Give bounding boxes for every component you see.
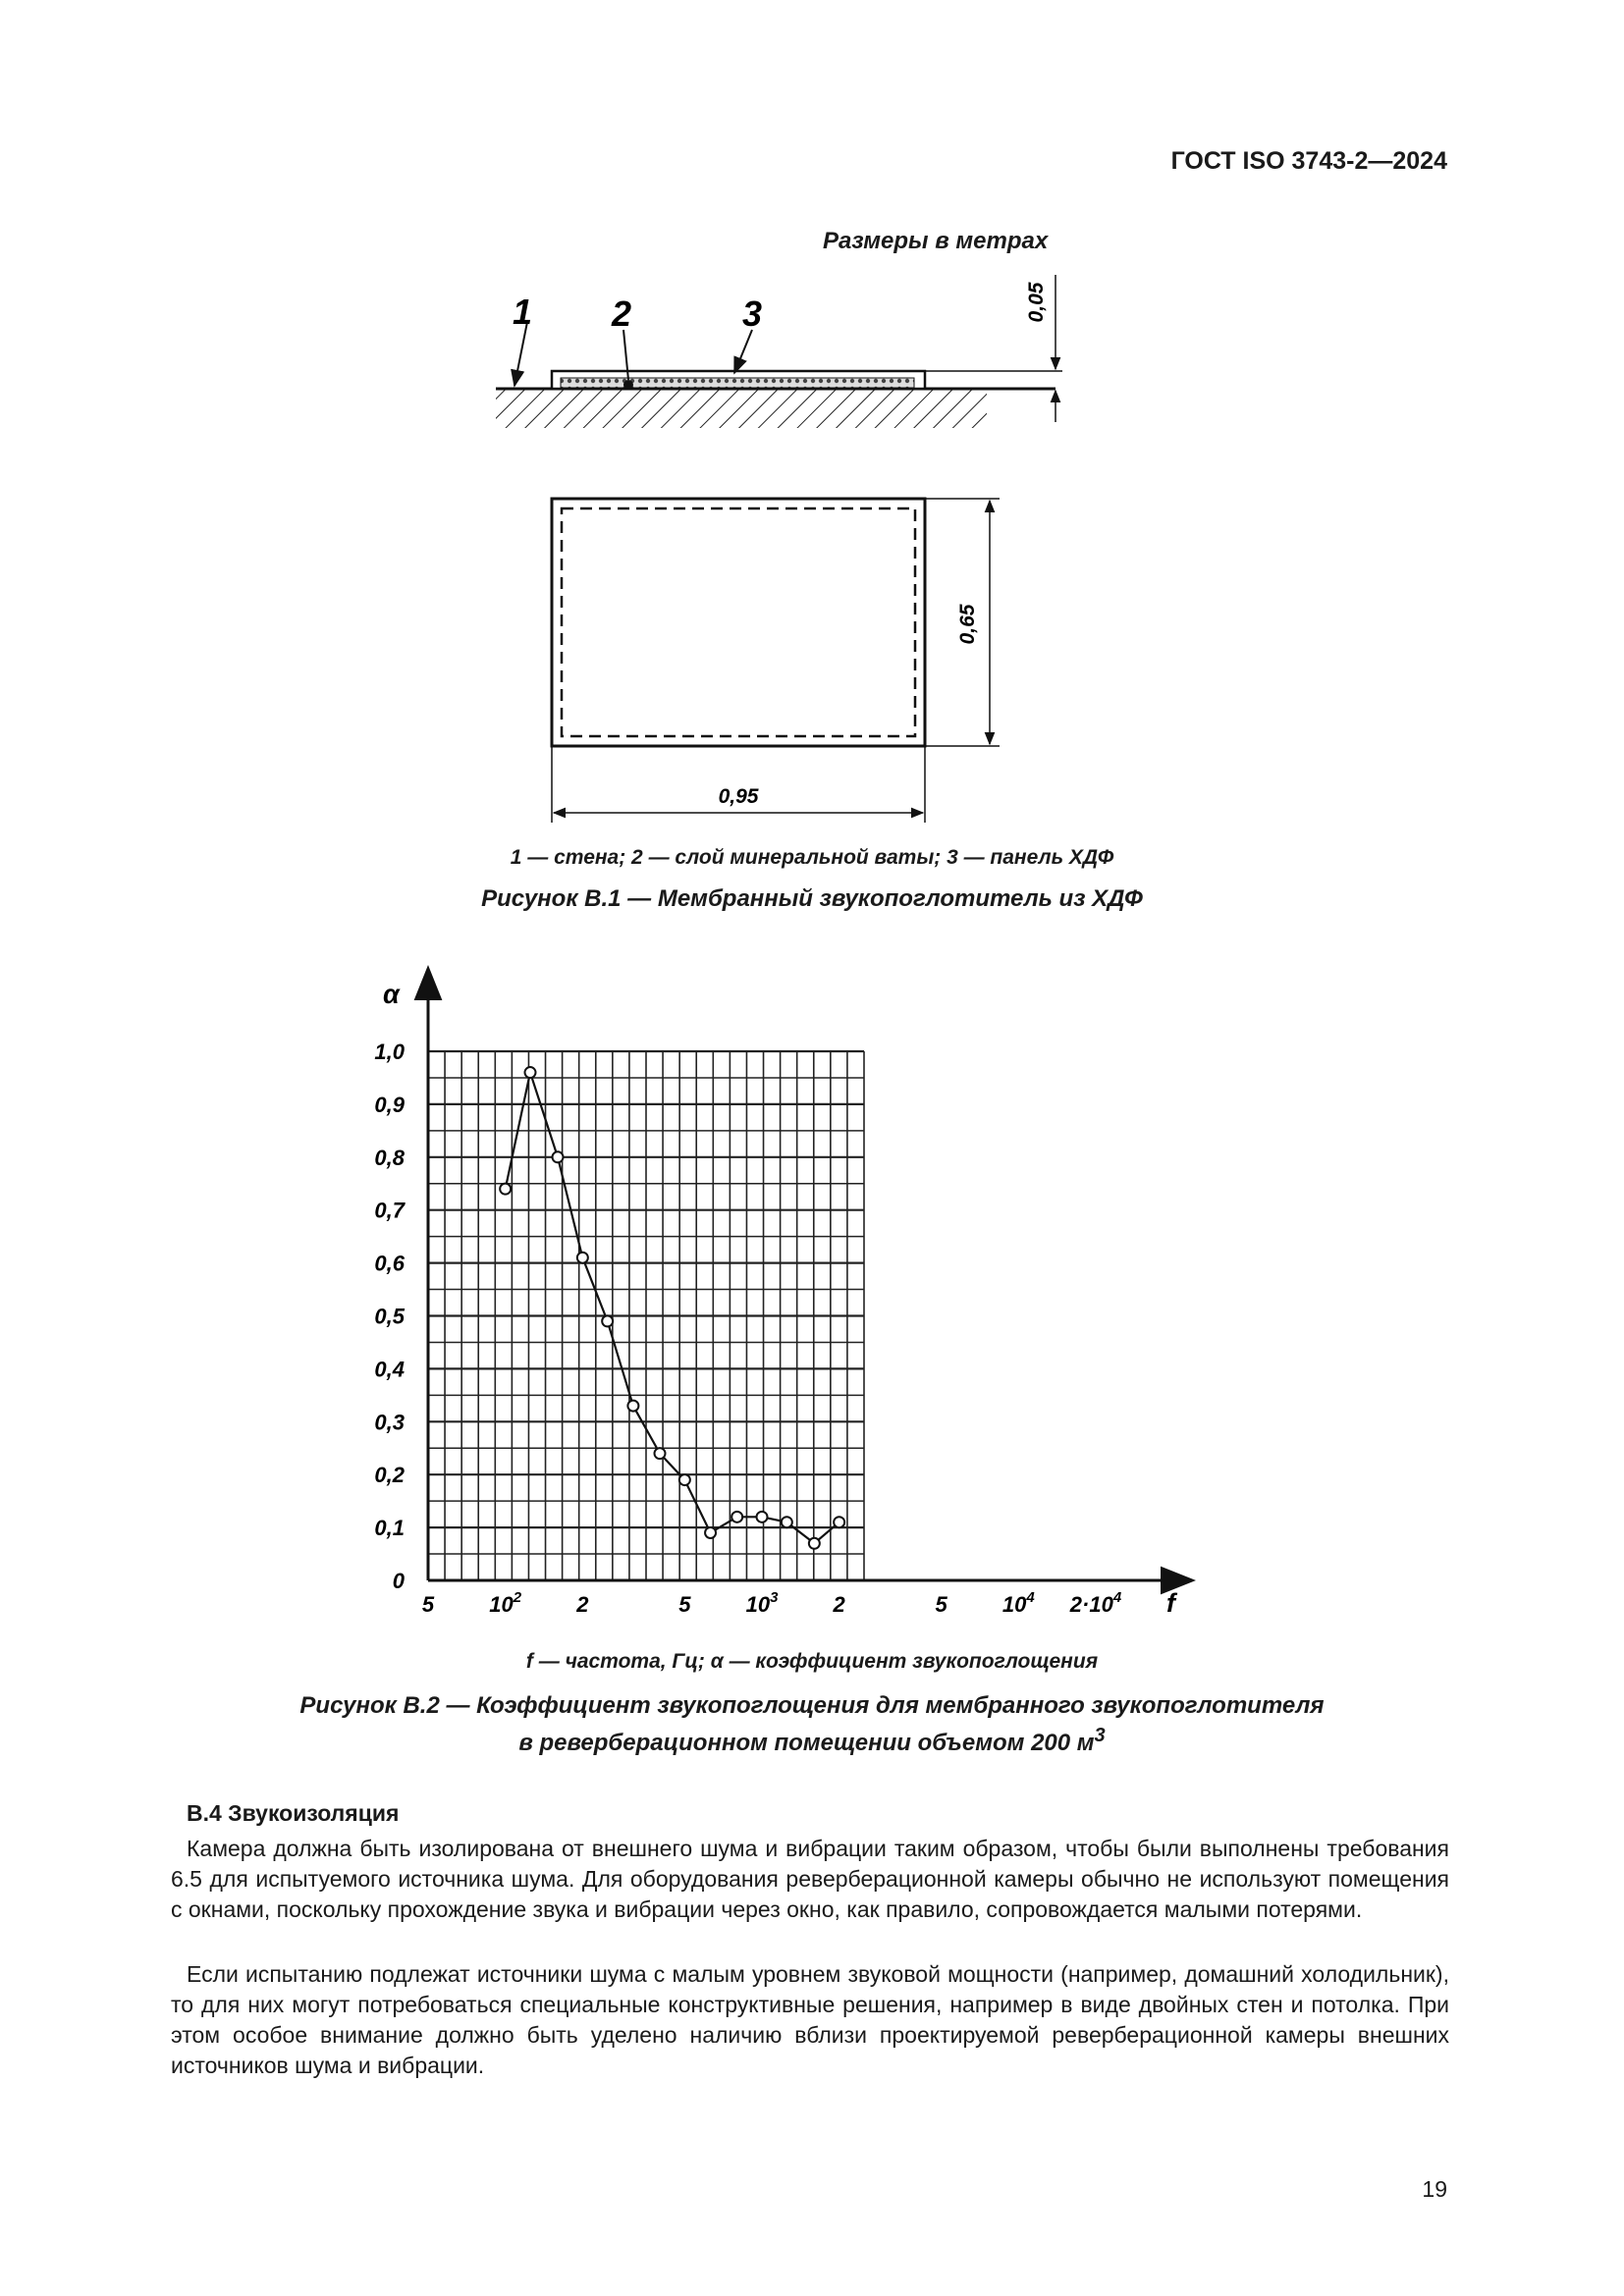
front-view	[552, 499, 1000, 823]
x-tick-label: 5	[421, 1592, 435, 1617]
chart-tick-labels	[374, 1040, 1121, 1617]
x-tick-exponent: 4	[1026, 1589, 1035, 1606]
y-tick-label: 0,2	[374, 1463, 405, 1488]
data-point	[757, 1512, 768, 1522]
data-point	[655, 1448, 666, 1459]
y-axis-label: α	[383, 980, 400, 1009]
data-point	[731, 1512, 742, 1522]
caption-line-2: в реверберационном помещении объемом 200 $м^3$	[518, 1725, 1106, 1756]
wool-outline-dashed	[562, 508, 915, 736]
x-tick-label: 5	[935, 1592, 947, 1617]
y-tick-label: 0,8	[374, 1145, 405, 1170]
section-title: В.4 Звукоизоляция	[187, 1800, 400, 1826]
caption-line-1: Рисунок В.2 — Коэффициент звукопоглощения для мембранного звукопоглотителя	[299, 1692, 1325, 1719]
data-point	[834, 1517, 844, 1527]
mineral-wool-layer	[561, 378, 914, 388]
data-point	[809, 1538, 820, 1549]
data-point	[553, 1151, 564, 1162]
y-tick-label: 0	[392, 1569, 405, 1593]
y-tick-label: 0,5	[374, 1304, 405, 1329]
y-tick-label: 0,6	[374, 1251, 405, 1276]
y-tick-label: 1,0	[374, 1040, 405, 1064]
dim-thickness: 0,05	[1025, 282, 1048, 323]
document-id: ГОСТ ISO 3743-2—2024	[1170, 147, 1447, 175]
label-3: 3	[741, 294, 763, 334]
y-tick-label: 0,3	[374, 1410, 405, 1435]
chart-axes	[383, 980, 1178, 1618]
wall-hatching	[496, 389, 987, 428]
y-tick-label: 0,7	[374, 1198, 405, 1223]
paragraph-2: Если испытанию подлежат источники шума с малым уровнем звуковой мощности (например, домашний холодильник), то для них могут потребоваться специальные конструктивные решения, например в виде двойных стен и потолка. При этом особое внимание должно быть уделено наличию вблизи проектируемой реверберационной камеры внешних источников шума и вибрации.	[171, 1961, 1449, 2078]
label-1: 1	[512, 292, 533, 332]
figure-b1-legend: 1 — стена; 2 — слой минеральной ваты; 3 — панель ХДФ	[510, 846, 1114, 869]
x-tick-label: 2	[576, 1592, 589, 1617]
x-tick-exponent: 2	[513, 1589, 522, 1606]
figure-b1-drawing	[0, 0, 1624, 883]
leader-3	[734, 330, 752, 373]
data-point	[524, 1067, 535, 1078]
chart-series	[500, 1067, 844, 1549]
alpha-series-line	[506, 1073, 839, 1544]
dim-height: 0,65	[956, 604, 979, 645]
x-tick-label: 5	[678, 1592, 691, 1617]
y-tick-label: 0,4	[374, 1357, 405, 1382]
chart-grid	[428, 1051, 864, 1580]
data-point	[577, 1253, 588, 1263]
panel-outline	[552, 499, 925, 746]
data-point	[500, 1184, 511, 1195]
data-point	[679, 1474, 690, 1485]
label-2-dot	[623, 380, 633, 390]
paragraph-1: Камера должна быть изолирована от внешнего шума и вибрации таким образом, чтобы были выполнены требования 6.5 для испытуемого источника шума. Для оборудования реверберационной камеры обычно не используют помещения с окнами, поскольку прохождение звука и вибрации через окно, как правило, сопровождается малыми потерями.	[171, 1836, 1449, 1922]
data-point	[782, 1517, 792, 1527]
x-tick-exponent: 3	[770, 1589, 779, 1606]
x-tick-exponent: 4	[1112, 1589, 1122, 1606]
x-tick-label: $10^4$	[1001, 1589, 1035, 1617]
page-number: 19	[1422, 2176, 1447, 2202]
label-2: 2	[611, 294, 632, 334]
data-point	[602, 1315, 613, 1326]
x-tick-label: $10^3$	[745, 1589, 779, 1617]
units-note: Размеры в метрах	[823, 228, 1049, 254]
side-view	[496, 275, 1062, 428]
x-axis-label: f	[1166, 1588, 1175, 1618]
data-point	[705, 1527, 716, 1538]
figure-b2-caption	[0, 1690, 1624, 1758]
dim-width: 0,95	[718, 785, 759, 808]
data-point	[627, 1401, 638, 1412]
x-tick-label: 2	[833, 1592, 845, 1617]
y-tick-label: 0,1	[374, 1516, 405, 1541]
x-tick-label: $2\cdot 10^4$	[1069, 1589, 1122, 1617]
x-tick-label: $10^2$	[489, 1589, 522, 1617]
figure-b1-caption: Рисунок В.1 — Мембранный звукопоглотитель из ХДФ	[481, 885, 1143, 912]
y-tick-label: 0,9	[374, 1092, 405, 1117]
figure-b2-legend: f — частота, Гц; α — коэффициент звукопоглощения	[525, 1650, 1099, 1673]
